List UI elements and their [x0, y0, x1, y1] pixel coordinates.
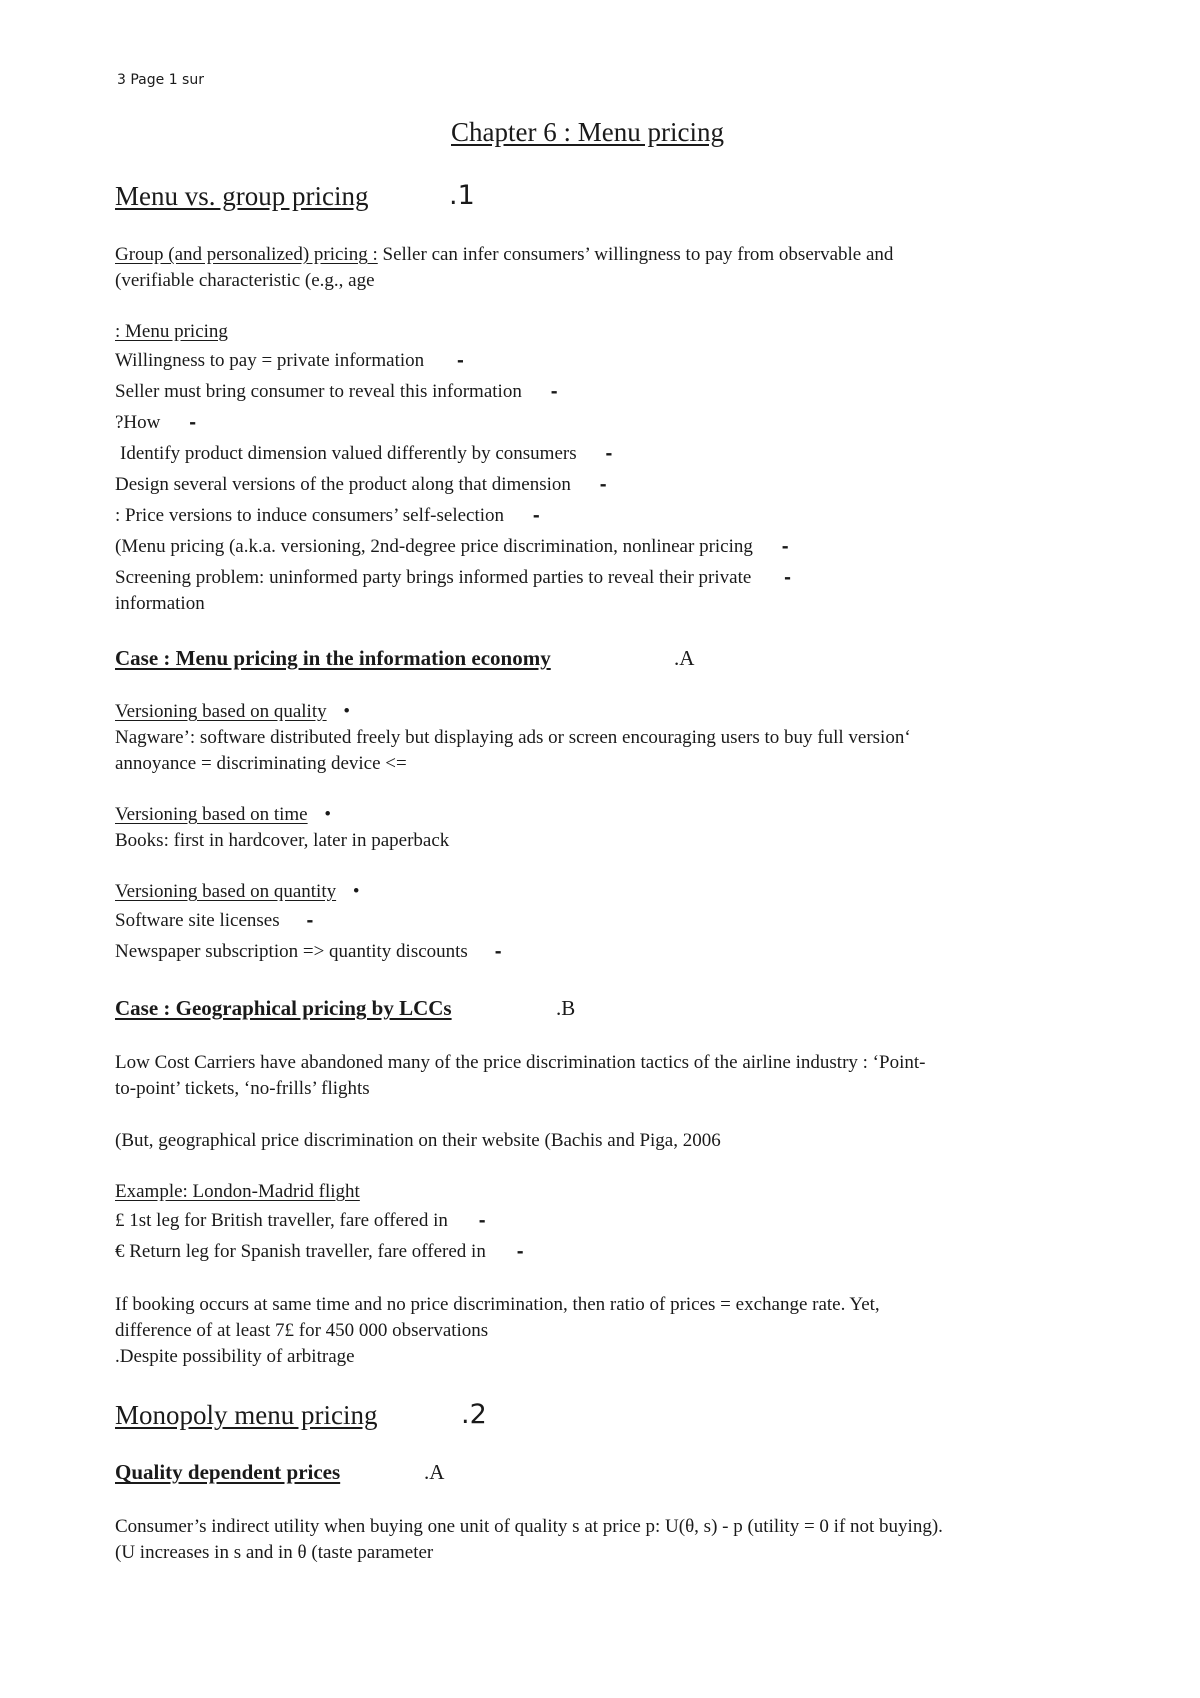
- list-item-text: (Menu pricing (a.k.a. versioning, 2nd-degree price discrimination, nonlinear pricing: [115, 536, 753, 557]
- group-pricing-text-continued: (verifiable characteristic (e.g., age: [115, 270, 375, 291]
- time-versioning-label: Versioning based on time: [115, 804, 308, 825]
- dash-marker: -: [478, 1211, 486, 1231]
- list-item: [115, 1210, 486, 1232]
- list-item-text: Seller must bring consumer to reveal this information: [115, 381, 522, 402]
- group-pricing-text: Seller can infer consumers’ willingness to pay from observable and: [382, 244, 894, 265]
- list-item-text: € Return leg for Spanish traveller, fare offered in: [115, 1241, 486, 1262]
- section-1-heading: Menu vs. group pricing: [115, 181, 369, 211]
- booking-paragraph-end: .Despite possibility of arbitrage: [115, 1346, 355, 1367]
- time-versioning-text: Books: first in hardcover, later in paperback: [115, 830, 450, 851]
- case-b-heading: Case : Geographical pricing by LCCs: [115, 996, 452, 1020]
- section-2-heading: Monopoly menu pricing: [115, 1400, 378, 1430]
- dash-marker: -: [550, 382, 558, 402]
- list-item-text: Screening problem: uninformed party brings informed parties to reveal their private: [115, 567, 752, 588]
- menu-pricing-label: : Menu pricing: [115, 321, 228, 342]
- list-item: [115, 412, 196, 434]
- list-item: [115, 910, 313, 932]
- lcc-paragraph: Low Cost Carriers have abandoned many of the price discrimination tactics of the airline industry : ‘Point-: [115, 1052, 926, 1073]
- list-item: [115, 381, 558, 403]
- example-label: Example: London-Madrid flight: [115, 1181, 360, 1202]
- case-a-number: .A: [674, 646, 695, 670]
- dash-marker: -: [784, 568, 792, 588]
- time-versioning-item: [115, 804, 331, 826]
- group-pricing-paragraph: [115, 244, 893, 266]
- dash-marker: -: [781, 537, 789, 557]
- list-item-text: Newspaper subscription => quantity discounts: [115, 941, 468, 962]
- dash-marker: -: [516, 1242, 524, 1262]
- list-item: [115, 350, 464, 372]
- case-a-heading: Case : Menu pricing in the information economy: [115, 646, 551, 670]
- quantity-versioning-label: Versioning based on quantity: [115, 881, 337, 902]
- dash-marker: -: [599, 475, 607, 495]
- list-item-continuation: information: [115, 593, 205, 614]
- booking-paragraph-continued: difference of at least 7£ for 450 000 observations: [115, 1320, 489, 1341]
- group-pricing-label: Group (and personalized) pricing :: [115, 244, 378, 265]
- document-title: Chapter 6 : Menu pricing: [451, 117, 724, 147]
- utility-paragraph-continued: (U increases in s and in θ (taste parameter: [115, 1542, 434, 1563]
- quality-versioning-label: Versioning based on quality: [115, 701, 327, 722]
- list-item-text: ?How: [115, 412, 161, 433]
- section-2-number: .2: [461, 1399, 487, 1430]
- dash-marker: -: [456, 351, 464, 371]
- quantity-versioning-item: [115, 881, 360, 903]
- bullet-marker: •: [352, 881, 360, 902]
- list-item: [115, 941, 502, 963]
- list-item: [115, 1241, 524, 1263]
- list-item-text: £ 1st leg for British traveller, fare offered in: [115, 1210, 448, 1231]
- dash-marker: -: [306, 911, 314, 931]
- dash-marker: -: [189, 413, 197, 433]
- quality-versioning-text-continued: annoyance = discriminating device <=: [115, 753, 407, 774]
- list-item-text: Willingness to pay = private information: [115, 350, 425, 371]
- quality-prices-heading: Quality dependent prices: [115, 1460, 341, 1484]
- list-item: [115, 567, 791, 589]
- list-item-text: : Price versions to induce consumers’ self-selection: [115, 505, 505, 526]
- lcc-paragraph-continued: to-point’ tickets, ‘no-frills’ flights: [115, 1078, 370, 1099]
- list-item-text: Software site licenses: [115, 910, 280, 931]
- utility-paragraph: Consumer’s indirect utility when buying one unit of quality s at price p: U(θ, s) - p (utility = 0 if not buying).: [115, 1516, 943, 1537]
- geographical-paragraph: (But, geographical price discrimination on their website (Bachis and Piga, 2006: [115, 1130, 721, 1151]
- list-item: [115, 505, 540, 527]
- dash-marker: -: [605, 444, 613, 464]
- bullet-marker: •: [324, 804, 332, 825]
- list-item: [115, 474, 607, 496]
- quality-versioning-text: Nagware’: software distributed freely but displaying ads or screen encouraging users to buy full version‘: [115, 727, 911, 748]
- section-1-number: .1: [449, 180, 475, 211]
- list-item: [115, 536, 789, 558]
- bullet-marker: •: [343, 701, 351, 722]
- quality-prices-number: .A: [424, 1460, 445, 1484]
- list-item-text: Identify product dimension valued differently by consumers: [120, 443, 577, 464]
- booking-paragraph: If booking occurs at same time and no price discrimination, then ratio of prices = exchange rate. Yet,: [115, 1294, 880, 1315]
- list-item: [120, 443, 612, 465]
- quality-versioning-item: [115, 701, 350, 723]
- dash-marker: -: [494, 942, 502, 962]
- list-item-text: Design several versions of the product along that dimension: [115, 474, 571, 495]
- case-b-number: .B: [556, 996, 576, 1020]
- dash-marker: -: [532, 506, 540, 526]
- page-number-label: 3 Page 1 sur: [117, 72, 204, 88]
